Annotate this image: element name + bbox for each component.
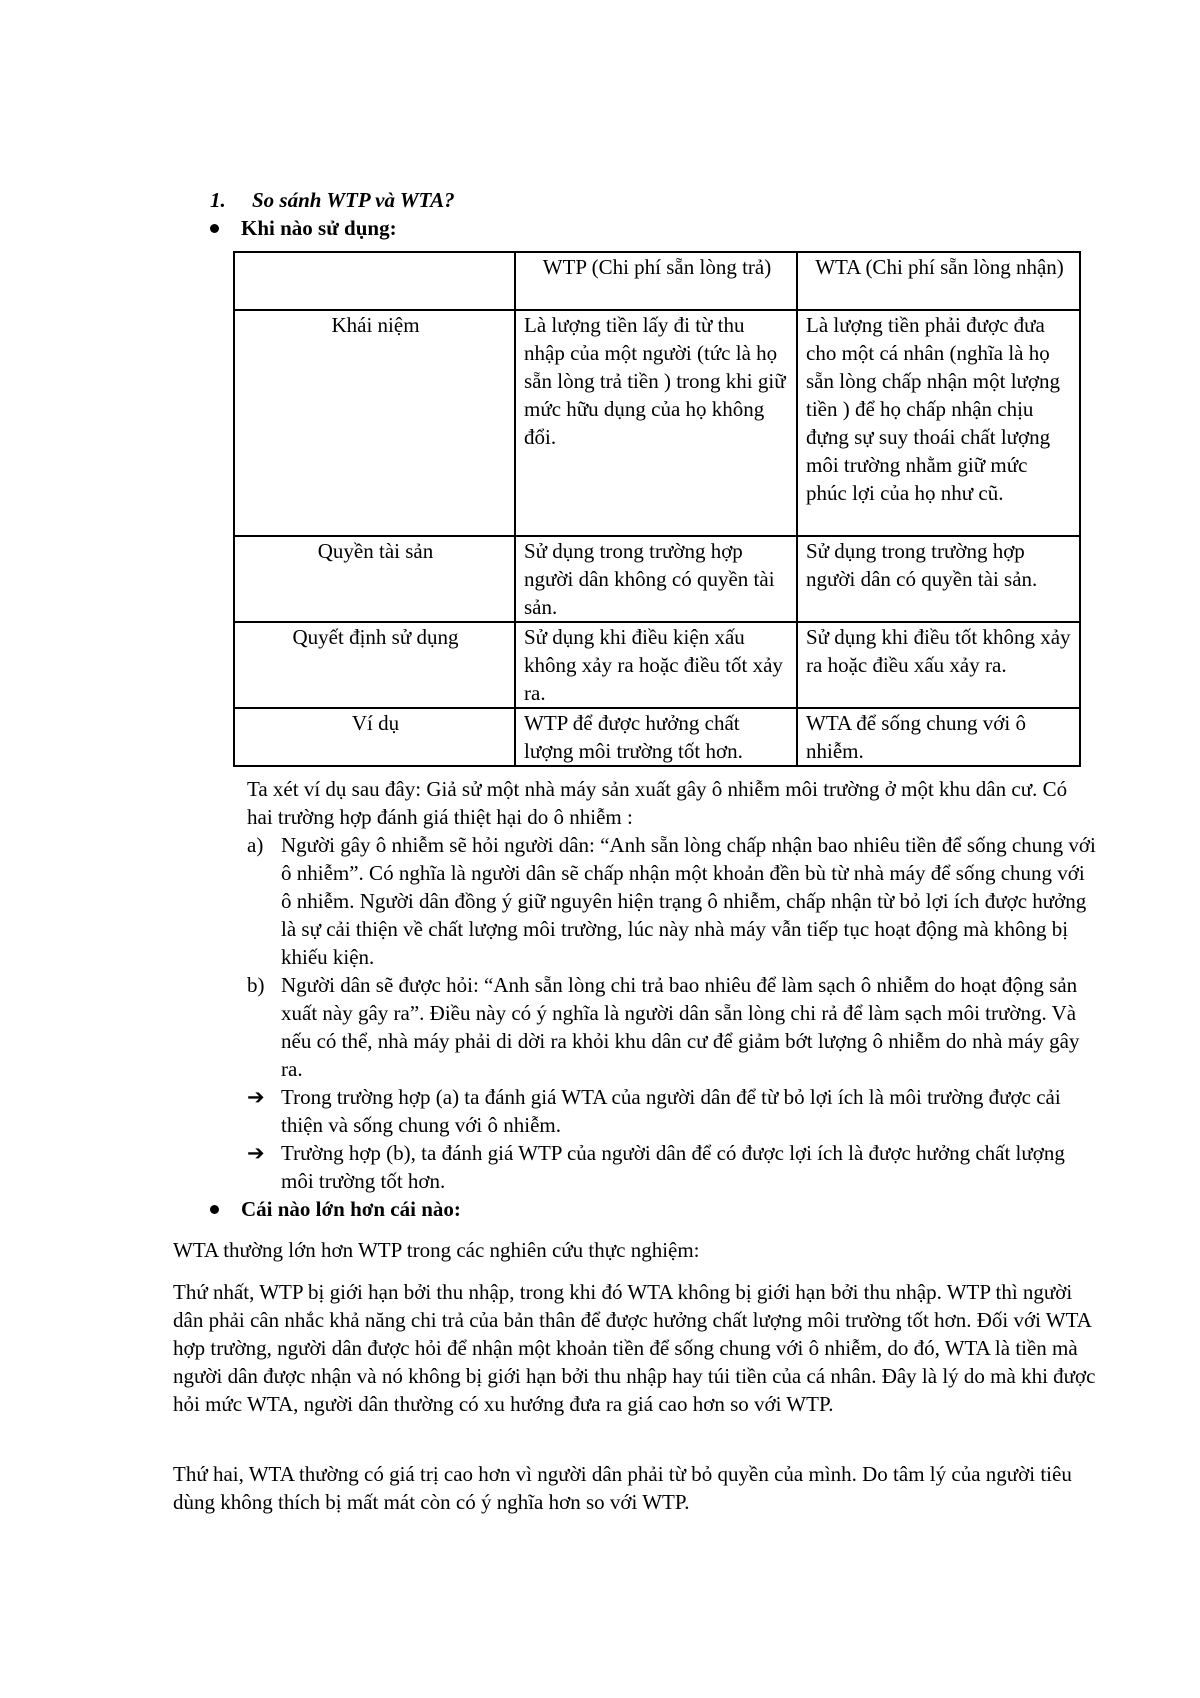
table-row xyxy=(234,708,1080,766)
bullet-which-larger xyxy=(210,1195,461,1223)
conclusion-b xyxy=(247,1139,1097,1195)
table-cell-wta: WTA để sống chung với ô nhiễm. xyxy=(797,708,1080,766)
paragraph-intro: WTA thường lớn hơn WTP trong các nghiên cứu thực nghiệm: xyxy=(173,1238,700,1262)
section-number: 1. xyxy=(210,188,226,212)
conclusion-a xyxy=(247,1083,1097,1139)
case-b xyxy=(247,971,1097,1083)
table-cell-wtp: Sử dụng khi điều kiện xấu không xảy ra hoặc điều tốt xảy ra. xyxy=(515,622,797,708)
table-row-label: Quyết định sử dụng xyxy=(234,622,515,708)
arrow-right-icon: ➔ xyxy=(247,1141,265,1165)
table-header-cell: WTA (Chi phí sẵn lòng nhận) xyxy=(797,252,1080,310)
bullet-which-larger-text: Cái nào lớn hơn cái nào: xyxy=(241,1197,461,1221)
comparison-table xyxy=(233,251,1081,767)
table-header-cell xyxy=(234,252,515,310)
bullet-dot-icon xyxy=(210,1205,219,1214)
paragraph-first-reason: Thứ nhất, WTP bị giới hạn bởi thu nhập, trong khi đó WTA không bị giới hạn bởi thu nhập. WTP thì người dân phải cân nhắc khả năng chi trả của bản thân để được hưởng chất lượng môi trường tốt hơn. Đối với WTA hợp trường, người dân được hỏi để nhận một khoản tiền để sống chung với ô nhiễm, do đó, WTA là tiền mà người dân được nhận và nó không bị giới hạn bởi thu nhập hay túi tiền của cá nhân. Đây là lý do mà khi được hỏi mức WTA, người dân thường có xu hướng đưa ra giá cao hơn so với WTP. xyxy=(173,1280,1096,1416)
section-title: So sánh WTP và WTA? xyxy=(252,188,455,212)
table-row xyxy=(234,622,1080,708)
table-row-label: Khái niệm xyxy=(234,310,515,536)
table-cell-wta: Sử dụng khi điều tốt không xảy ra hoặc điều xấu xảy ra. xyxy=(797,622,1080,708)
table-row xyxy=(234,536,1080,622)
case-a-text: Người gây ô nhiễm sẽ hỏi người dân: “Anh sẵn lòng chấp nhận bao nhiêu tiền để sống chung với ô nhiễm”. Có nghĩa là người dân sẽ chấp nhận một khoản đền bù từ nhà máy để sống chung với ô nhiễm. Người dân đồng ý giữ nguyên hiện trạng ô nhiễm, chấp nhận từ bỏ lợi ích được hưởng là sự cải thiện về chất lượng môi trường, lúc này nhà máy vẫn tiếp tục hoạt động mà không bị khiếu kiện. xyxy=(281,833,1096,969)
arrow-right-icon: ➔ xyxy=(247,1085,265,1109)
conclusion-b-text: Trường hợp (b), ta đánh giá WTP của người dân để có được lợi ích là được hưởng chất lượng môi trường tốt hơn. xyxy=(281,1141,1065,1193)
conclusion-a-text: Trong trường hợp (a) ta đánh giá WTA của người dân để từ bỏ lợi ích là môi trường được cải thiện và sống chung với ô nhiễm. xyxy=(281,1085,1061,1137)
table-cell-wta: Là lượng tiền phải được đưa cho một cá nhân (nghĩa là họ sẵn lòng chấp nhận một lượng tiền ) để họ chấp nhận chịu đựng sự suy thoái chất lượng môi trường nhằm giữ mức phúc lợi của họ như cũ. xyxy=(797,310,1080,536)
case-b-marker: b) xyxy=(247,973,265,997)
table-header-cell: WTP (Chi phí sẵn lòng trả) xyxy=(515,252,797,310)
case-a xyxy=(247,831,1097,971)
table-row-label: Quyền tài sản xyxy=(234,536,515,622)
paragraph-second-reason: Thứ hai, WTA thường có giá trị cao hơn vì người dân phải từ bỏ quyền của mình. Do tâm lý của người tiêu dùng không thích bị mất mát còn có ý nghĩa hơn so với WTP. xyxy=(173,1462,1072,1514)
table-row xyxy=(234,310,1080,536)
bullet-dot-icon xyxy=(210,224,219,233)
section-heading xyxy=(210,186,455,214)
bullet-when-to-use xyxy=(210,214,397,242)
case-a-marker: a) xyxy=(247,833,264,857)
example-intro: Ta xét ví dụ sau đây: Giả sử một nhà máy sản xuất gây ô nhiễm môi trường ở một khu dân cư. Có hai trường hợp đánh giá thiệt hại do ô nhiễm : xyxy=(247,777,1068,829)
table-cell-wtp: WTP để được hưởng chất lượng môi trường tốt hơn. xyxy=(515,708,797,766)
table-cell-wta: Sử dụng trong trường hợp người dân có quyền tài sản. xyxy=(797,536,1080,622)
table-cell-wtp: Sử dụng trong trường hợp người dân không có quyền tài sản. xyxy=(515,536,797,622)
bullet-when-to-use-text: Khi nào sử dụng: xyxy=(241,216,397,240)
case-b-text: Người dân sẽ được hỏi: “Anh sẵn lòng chi trả bao nhiêu để làm sạch ô nhiễm do hoạt động sản xuất này gây ra”. Điều này có ý nghĩa là người dân sẵn lòng chi rả để làm sạch môi trường. Và nếu có thể, nhà máy phải di dời ra khỏi khu dân cư để giảm bớt lượng ô nhiễm do nhà máy gây ra. xyxy=(281,973,1080,1081)
table-cell-wtp: Là lượng tiền lấy đi từ thu nhập của một người (tức là họ sẵn lòng trả tiền ) trong khi giữ mức hữu dụng của họ không đổi. xyxy=(515,310,797,536)
table-header-row xyxy=(234,252,1080,310)
table-row-label: Ví dụ xyxy=(234,708,515,766)
